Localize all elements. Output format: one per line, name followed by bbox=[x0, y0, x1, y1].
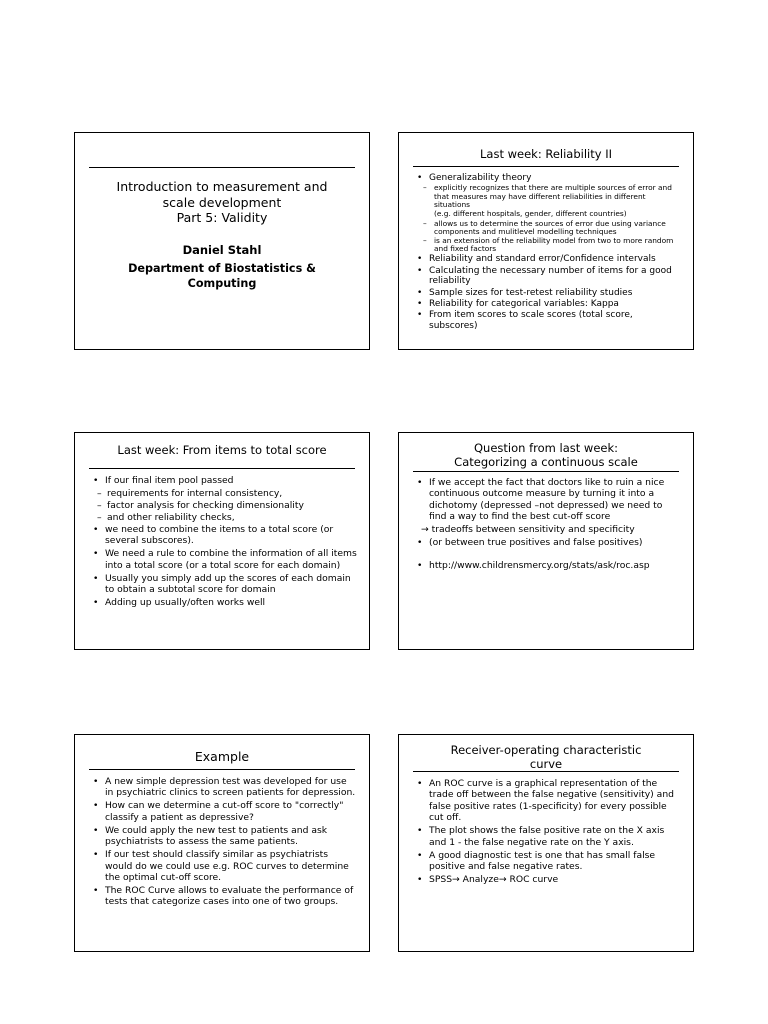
bullet: • A good diagnostic test is one that has small false positive and false negative rates. bbox=[417, 850, 681, 873]
sub-bullet: – and other reliability checks, bbox=[97, 512, 357, 523]
bullet: • SPSS→ Analyze→ ROC curve bbox=[417, 874, 681, 885]
bullet: • The ROC Curve allows to evaluate the performance of tests that categorize cases into one of two groups. bbox=[93, 885, 357, 908]
author-name: Daniel Stahl bbox=[182, 243, 262, 257]
slide-title bbox=[413, 743, 679, 771]
slide-title: Last week: From items to total score bbox=[117, 443, 327, 457]
title-line: Question from last week: bbox=[474, 441, 618, 455]
arrow-line: → tradeoffs between sensitivity and specificity bbox=[421, 524, 635, 536]
bullet: • An ROC curve is a graphical representation of the trade off between the false negative (sensitivity) and false positive rates (1-specificity) for every possible cut off. bbox=[417, 778, 681, 824]
sub-bullet: – is an extension of the reliability model from two to more random and fixed factors bbox=[423, 237, 681, 253]
bullet: • If our test should classify similar as psychiatrists would do we could use e.g. ROC curves to determine the optimal cut-off score. bbox=[93, 849, 357, 883]
bullet: • The plot shows the false positive rate on the X axis and 1 - the false negative rate on the Y axis. bbox=[417, 825, 681, 848]
bullet: • Usually you simply add up the scores of each domain to obtain a subtotal score for domain bbox=[93, 573, 357, 596]
slide-body bbox=[93, 776, 357, 909]
title-rule bbox=[89, 468, 355, 469]
slide-title bbox=[413, 441, 679, 469]
slide-example bbox=[74, 734, 370, 952]
bullet: • Reliability and standard error/Confidence intervals bbox=[417, 254, 681, 265]
title-rule bbox=[413, 771, 679, 772]
sub-bullet: – allows us to determine the sources of error due using variance components and mulitlevel modelling techniques bbox=[423, 220, 681, 236]
bullet: • How can we determine a cut-off score to "correctly" classify a patient as depressive? bbox=[93, 800, 357, 823]
slide-title: Last week: Reliability II bbox=[480, 147, 612, 161]
title-line: scale development bbox=[162, 194, 282, 210]
title-rule bbox=[413, 166, 679, 167]
title-line: Categorizing a continuous scale bbox=[454, 455, 638, 469]
slide-body bbox=[417, 778, 681, 887]
slide-body bbox=[417, 477, 681, 573]
slide-body bbox=[417, 173, 681, 332]
dept-line: Computing bbox=[187, 277, 257, 290]
bullet: • Reliability for categorical variables: Kappa bbox=[417, 299, 681, 310]
bullet: • Sample sizes for test-retest reliability studies bbox=[417, 288, 681, 299]
slide-items-to-total-score bbox=[74, 432, 370, 650]
bullet: • Generalizability theory bbox=[417, 173, 681, 184]
dept-line: Department of Biostatistics & bbox=[128, 262, 316, 275]
slide-roc-curve bbox=[398, 734, 694, 952]
sub-bullet: – factor analysis for checking dimensionality bbox=[97, 500, 357, 511]
title-rule bbox=[89, 167, 355, 168]
url-bullet: • http://www.childrensmercy.org/stats/ask/roc.asp bbox=[417, 560, 681, 571]
spacer bbox=[417, 550, 681, 560]
bullet: • If we accept the fact that doctors like to ruin a nice continuous outcome measure by turning it into a dichotomy (depressed –not depressed) we need to find a way to find the best cut-off score bbox=[417, 477, 681, 523]
sub-bullet-continuation: (e.g. different hospitals, gender, different countries) bbox=[434, 208, 627, 218]
bullet: • We need a rule to combine the information of all items into a total score (or a total score for each domain) bbox=[93, 548, 357, 571]
slide-title: Example bbox=[194, 749, 250, 764]
bullet: • Calculating the necessary number of items for a good reliability bbox=[417, 266, 681, 288]
bullet: • If our final item pool passed bbox=[93, 475, 357, 486]
title-line: Introduction to measurement and bbox=[116, 179, 328, 194]
sub-bullet: – requirements for internal consistency, bbox=[97, 488, 357, 499]
title-line: Part 5: Validity bbox=[176, 210, 268, 225]
bullet: • we need to combine the items to a total score (or several subscores). bbox=[93, 524, 357, 547]
department bbox=[89, 261, 355, 291]
title-line: curve bbox=[529, 757, 563, 771]
slide-body bbox=[93, 475, 357, 610]
bullet: • A new simple depression test was developed for use in psychiatric clinics to screen patients for depression. bbox=[93, 776, 357, 799]
sub-bullet: – explicitly recognizes that there are multiple sources of error and that measures may have different reliabilities in different situations bbox=[423, 184, 681, 209]
slide-categorizing-scale bbox=[398, 432, 694, 650]
presentation-title bbox=[89, 179, 355, 226]
bullet: • From item scores to scale scores (total score, subscores) bbox=[417, 310, 681, 332]
bullet: • Adding up usually/often works well bbox=[93, 597, 357, 608]
bullet: • We could apply the new test to patients and ask psychiatrists to assess the same patients. bbox=[93, 825, 357, 848]
title-rule bbox=[413, 471, 679, 472]
bullet: • (or between true positives and false positives) bbox=[417, 537, 681, 548]
slide-title bbox=[74, 132, 370, 350]
title-rule bbox=[89, 769, 355, 770]
title-line: Receiver-operating characteristic bbox=[450, 743, 642, 757]
slide-reliability-ii bbox=[398, 132, 694, 350]
